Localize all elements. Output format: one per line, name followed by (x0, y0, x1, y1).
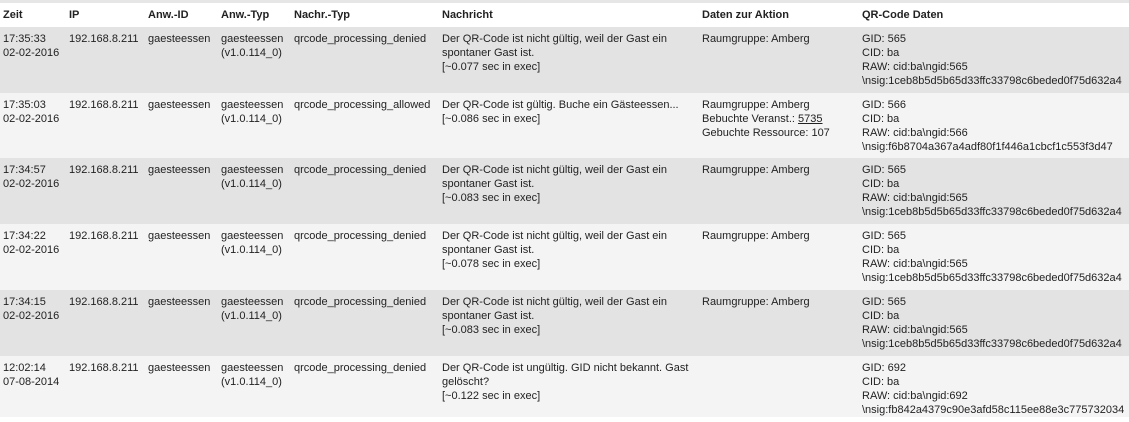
ip-cell (66, 224, 145, 290)
action-cell (699, 224, 859, 290)
app-id: gaesteessen (148, 296, 211, 308)
time-cell (0, 356, 66, 417)
app-id: gaesteessen (148, 99, 211, 111)
app-type: gaesteessen (221, 296, 284, 308)
message-cell (439, 93, 699, 158)
qr-cid: CID: ba (862, 310, 900, 322)
app-type-cell (218, 27, 291, 93)
message-line: Der QR-Code ist nicht gültig, weil der Gast ein (442, 296, 667, 308)
time-cell (0, 224, 66, 290)
message-exec-time: [~0.083 sec in exec] (442, 324, 541, 336)
message-line: Der QR-Code ist nicht gültig, weil der Gast ein (442, 33, 667, 45)
time: 17:34:57 (3, 164, 46, 176)
ip: 192.168.8.211 (69, 33, 139, 45)
msg-type: qrcode_processing_allowed (294, 99, 431, 111)
qr-sig: \nsig:f6b8704a367a4adf80f1f446a1cbcf1c553f3d47 (862, 141, 1113, 153)
time: 17:34:15 (3, 296, 46, 308)
message-line: spontaner Gast ist. (442, 178, 535, 190)
app-type: gaesteessen (221, 33, 284, 45)
action-resource: Gebuchte Ressource: 107 (702, 127, 830, 139)
message-cell (439, 356, 699, 417)
time: 17:34:22 (3, 230, 46, 242)
log-table (0, 3, 1129, 417)
ip-cell (66, 93, 145, 158)
date: 02-02-2016 (3, 310, 60, 322)
action-event-label: Bebuchte Veranst.: (702, 113, 795, 125)
app-type: gaesteessen (221, 99, 284, 111)
message-line: Der QR-Code ist gültig. Buche ein Gästeessen... (442, 99, 679, 111)
table-row (0, 27, 1129, 93)
app-type-cell (218, 93, 291, 158)
msg-type-cell (291, 158, 439, 224)
message-line: Der QR-Code ist nicht gültig, weil der Gast ein (442, 230, 667, 242)
message-exec-time: [~0.077 sec in exec] (442, 61, 541, 73)
app-version: (v1.0.114_0) (221, 244, 282, 256)
action-cell (699, 158, 859, 224)
table-row (0, 290, 1129, 356)
action-cell (699, 93, 859, 158)
date: 02-02-2016 (3, 178, 60, 190)
column-header-action-data[interactable]: Daten zur Aktion (699, 3, 859, 27)
ip: 192.168.8.211 (69, 99, 139, 111)
msg-type-cell (291, 356, 439, 417)
action-room: Raumgruppe: Amberg (702, 230, 810, 242)
table-row (0, 93, 1129, 158)
qr-raw: RAW: cid:ba\ngid:565 (862, 324, 968, 336)
app-id: gaesteessen (148, 230, 211, 242)
qr-cell (859, 290, 1129, 356)
action-cell (699, 27, 859, 93)
message-line: spontaner Gast ist. (442, 47, 535, 59)
app-type-cell (218, 356, 291, 417)
app-type: gaesteessen (221, 164, 284, 176)
qr-sig: \nsig:1ceb8b5d5b65d33ffc33798c6beded0f75d632a4 (862, 338, 1122, 350)
date: 07-08-2014 (3, 376, 60, 388)
app-version: (v1.0.114_0) (221, 310, 282, 322)
action-room: Raumgruppe: Amberg (702, 164, 810, 176)
table-row (0, 158, 1129, 224)
qr-cell (859, 356, 1129, 417)
time-cell (0, 290, 66, 356)
qr-sig: \nsig:fb842a4379c90e3afd58c115ee88e3c775732034 (862, 404, 1125, 416)
ip: 192.168.8.211 (69, 296, 139, 308)
app-version: (v1.0.114_0) (221, 47, 282, 59)
qr-cell (859, 224, 1129, 290)
qr-cid: CID: ba (862, 376, 900, 388)
app-version: (v1.0.114_0) (221, 178, 282, 190)
app-id: gaesteessen (148, 362, 211, 374)
qr-cid: CID: ba (862, 178, 900, 190)
app-version: (v1.0.114_0) (221, 376, 282, 388)
column-header-msg-type[interactable]: Nachr.-Typ (291, 3, 439, 27)
message-cell (439, 290, 699, 356)
action-event (702, 112, 859, 126)
msg-type: qrcode_processing_denied (294, 33, 427, 45)
app-id-cell (145, 93, 218, 158)
column-header-message[interactable]: Nachricht (439, 3, 699, 27)
app-type-cell (218, 224, 291, 290)
date: 02-02-2016 (3, 47, 60, 59)
msg-type: qrcode_processing_denied (294, 230, 427, 242)
qr-gid: GID: 565 (862, 230, 907, 242)
date: 02-02-2016 (3, 113, 60, 125)
qr-cell (859, 158, 1129, 224)
action-room: Raumgruppe: Amberg (702, 33, 810, 45)
msg-type: qrcode_processing_denied (294, 296, 427, 308)
message-line: spontaner Gast ist. (442, 244, 535, 256)
app-id-cell (145, 27, 218, 93)
app-type-cell (218, 158, 291, 224)
ip: 192.168.8.211 (69, 230, 139, 242)
message-line: Der QR-Code ist ungültig. GID nicht bekannt. Gast (442, 362, 689, 374)
msg-type-cell (291, 224, 439, 290)
app-type-cell (218, 290, 291, 356)
ip: 192.168.8.211 (69, 362, 139, 374)
column-header-app-id[interactable]: Anw.-ID (145, 3, 218, 27)
app-type: gaesteessen (221, 362, 284, 374)
qr-raw: RAW: cid:ba\ngid:565 (862, 192, 968, 204)
table-row (0, 356, 1129, 417)
qr-cell (859, 27, 1129, 93)
ip-cell (66, 158, 145, 224)
time: 12:02:14 (3, 362, 46, 374)
time-cell (0, 27, 66, 93)
message-cell (439, 224, 699, 290)
app-version: (v1.0.114_0) (221, 113, 282, 125)
message-line: spontaner Gast ist. (442, 310, 535, 322)
app-id-cell (145, 224, 218, 290)
action-room: Raumgruppe: Amberg (702, 99, 810, 111)
time-cell (0, 93, 66, 158)
qr-cell (859, 93, 1129, 158)
message-exec-time: [~0.122 sec in exec] (442, 390, 541, 402)
column-header-app-type[interactable]: Anw.-Typ (218, 3, 291, 27)
msg-type: qrcode_processing_denied (294, 362, 427, 374)
column-header-time[interactable]: Zeit (0, 3, 66, 27)
qr-raw: RAW: cid:ba\ngid:565 (862, 61, 968, 73)
message-cell (439, 27, 699, 93)
app-id: gaesteessen (148, 164, 211, 176)
qr-gid: GID: 692 (862, 362, 907, 374)
qr-sig: \nsig:1ceb8b5d5b65d33ffc33798c6beded0f75d632a4 (862, 272, 1122, 284)
ip-cell (66, 356, 145, 417)
column-header-qr-data[interactable]: QR-Code Daten (859, 3, 1129, 27)
message-exec-time: [~0.083 sec in exec] (442, 192, 541, 204)
message-cell (439, 158, 699, 224)
message-exec-time: [~0.086 sec in exec] (442, 113, 541, 125)
action-cell (699, 290, 859, 356)
qr-sig: \nsig:1ceb8b5d5b65d33ffc33798c6beded0f75d632a4 (862, 75, 1122, 87)
event-link[interactable]: 5735 (798, 113, 823, 125)
qr-gid: GID: 565 (862, 296, 907, 308)
qr-raw: RAW: cid:ba\ngid:566 (862, 127, 968, 139)
message-exec-time: [~0.078 sec in exec] (442, 258, 541, 270)
action-room: Raumgruppe: Amberg (702, 296, 810, 308)
msg-type-cell (291, 27, 439, 93)
msg-type: qrcode_processing_denied (294, 164, 427, 176)
qr-cid: CID: ba (862, 113, 900, 125)
qr-raw: RAW: cid:ba\ngid:692 (862, 390, 968, 402)
table-row (0, 224, 1129, 290)
ip-cell (66, 290, 145, 356)
message-line: Der QR-Code ist nicht gültig, weil der Gast ein (442, 164, 667, 176)
qr-cid: CID: ba (862, 244, 900, 256)
msg-type-cell (291, 93, 439, 158)
app-id: gaesteessen (148, 33, 211, 45)
ip: 192.168.8.211 (69, 164, 139, 176)
date: 02-02-2016 (3, 244, 60, 256)
qr-gid: GID: 566 (862, 99, 907, 111)
action-cell (699, 356, 859, 417)
time: 17:35:33 (3, 33, 46, 45)
qr-cid: CID: ba (862, 47, 900, 59)
message-line: gelöscht? (442, 376, 490, 388)
app-type: gaesteessen (221, 230, 284, 242)
qr-sig: \nsig:1ceb8b5d5b65d33ffc33798c6beded0f75d632a4 (862, 206, 1122, 218)
qr-gid: GID: 565 (862, 164, 907, 176)
qr-raw: RAW: cid:ba\ngid:565 (862, 258, 968, 270)
qr-gid: GID: 565 (862, 33, 907, 45)
msg-type-cell (291, 290, 439, 356)
time: 17:35:03 (3, 99, 46, 111)
app-id-cell (145, 356, 218, 417)
app-id-cell (145, 158, 218, 224)
ip-cell (66, 27, 145, 93)
app-id-cell (145, 290, 218, 356)
column-header-ip[interactable]: IP (66, 3, 145, 27)
time-cell (0, 158, 66, 224)
table-header-row (0, 3, 1129, 27)
